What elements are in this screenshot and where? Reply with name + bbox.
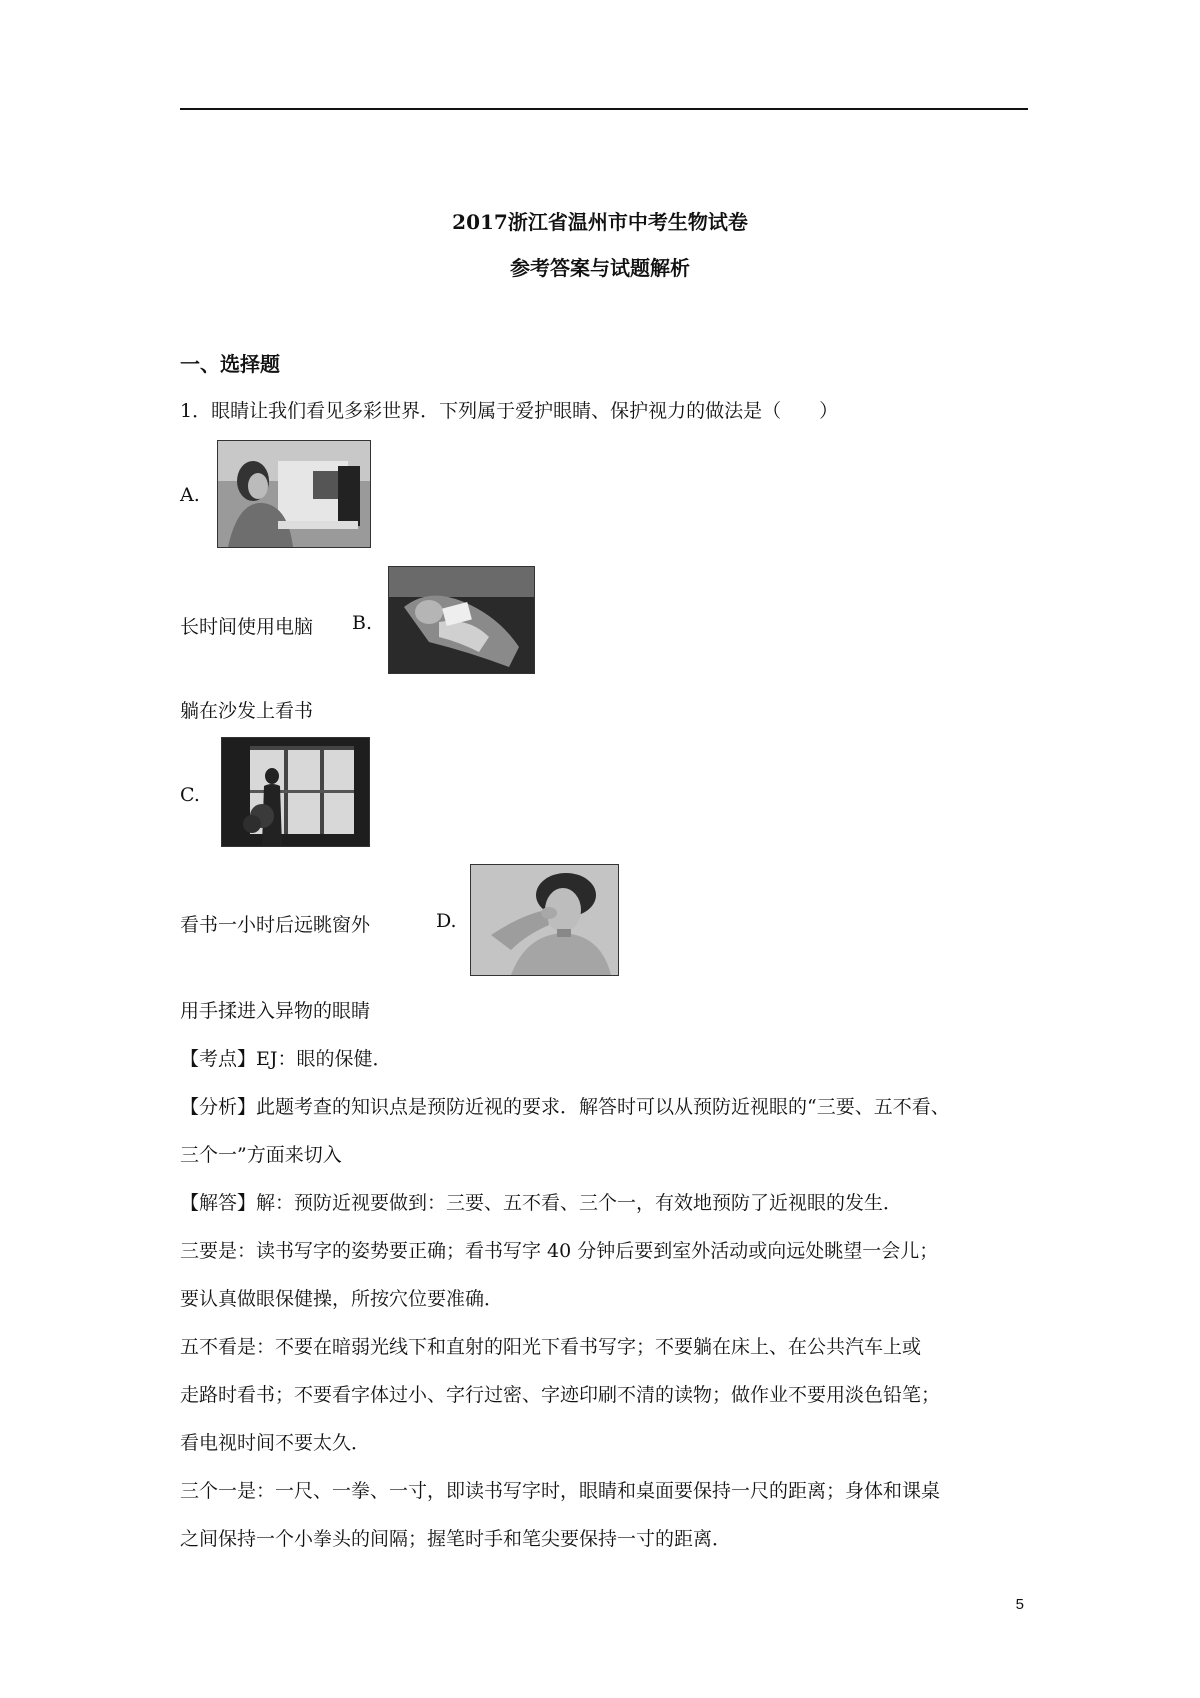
sanyao-line-2: 要认真做眼保健操，所按穴位要准确．: [180, 1288, 504, 1310]
option-d-caption: 用手揉进入异物的眼睛: [180, 1000, 371, 1022]
sanyao-line-1: 三要是：读书写字的姿势要正确；看书写字 40 分钟后要到室外活动或向远处眺望一会儿；: [180, 1240, 939, 1262]
fenxi-line-2: 三个一”方面来切入: [180, 1144, 342, 1166]
jieda-line: 【解答】解：预防近视要做到：三要、五不看、三个一，有效地预防了近视眼的发生．: [180, 1192, 903, 1214]
question-stem: 1．眼睛让我们看见多彩世界．下列属于爱护眼睛、保护视力的做法是（ ）: [180, 400, 839, 422]
person-at-window-photo: [221, 737, 370, 847]
person-rubbing-eye-photo: [470, 864, 619, 976]
wubukan-line-2: 走路时看书；不要看字体过小、字行过密、字迹印刷不清的读物；做作业不要用淡色铅笔；: [180, 1384, 941, 1406]
wubukan-line-3: 看电视时间不要太久．: [180, 1432, 371, 1454]
fenxi-line-1: 【分析】此题考查的知识点是预防近视的要求．解答时可以从预防近视眼的“三要、五不看、: [180, 1096, 950, 1118]
option-a-letter: A.: [180, 484, 200, 506]
option-c-caption: 看书一小时后远眺窗外: [180, 914, 371, 936]
kaodian-line: 【考点】EJ：眼的保健．: [180, 1048, 392, 1070]
person-lying-on-sofa-photo: [388, 566, 535, 674]
option-b-letter: B.: [352, 612, 373, 634]
option-a-caption: 长时间使用电脑: [180, 616, 314, 638]
header-rule: [180, 108, 1028, 110]
option-b-caption: 躺在沙发上看书: [180, 700, 314, 722]
exam-subtitle: 参考答案与试题解析: [510, 256, 690, 280]
option-d-letter: D.: [436, 910, 457, 932]
section-heading: 一、选择题: [180, 352, 280, 376]
sangeyi-line-1: 三个一是：一尺、一拳、一寸，即读书写字时，眼睛和桌面要保持一尺的距离；身体和课桌: [180, 1480, 941, 1502]
option-c-letter: C.: [180, 784, 200, 806]
person-at-computer-photo: [217, 440, 371, 548]
exam-title: 2017浙江省温州市中考生物试卷: [452, 210, 748, 234]
wubukan-line-1: 五不看是：不要在暗弱光线下和直射的阳光下看书写字；不要躺在床上、在公共汽车上或: [180, 1336, 922, 1358]
page-number: 5: [1015, 1596, 1024, 1613]
sangeyi-line-2: 之间保持一个小拳头的间隔；握笔时手和笔尖要保持一寸的距离．: [180, 1528, 732, 1550]
